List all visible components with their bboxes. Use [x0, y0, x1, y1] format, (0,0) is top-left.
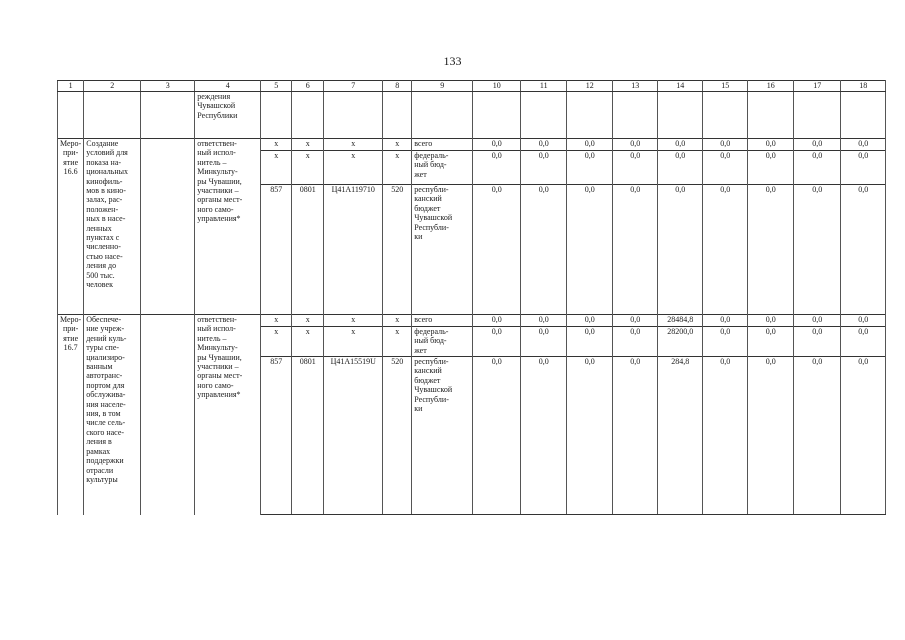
column-number-cell: 18 — [841, 81, 886, 92]
amount-cell: 28484,8 — [658, 315, 703, 327]
csr-cell: x — [324, 151, 383, 185]
grbs-cell: x — [261, 151, 292, 185]
column-number-cell: 11 — [521, 81, 567, 92]
column-number-cell: 8 — [383, 81, 412, 92]
amount-cell: 0,0 — [748, 327, 794, 357]
vr-cell: x — [383, 315, 412, 327]
column-number-cell: 14 — [658, 81, 703, 92]
event-name-cell: Создание условий для показа на- циональных кинофиль- мов в кино- залах, рас- положен- ных в насе- ленных пунктах с численно- стью насе- ления до 500 тыс. человек — [84, 139, 141, 315]
grbs-cell: 857 — [261, 357, 292, 515]
amount-cell: 0,0 — [473, 357, 521, 515]
empty-cell — [141, 315, 195, 515]
amount-cell: 0,0 — [567, 185, 613, 315]
amount-cell: 0,0 — [841, 357, 886, 515]
vr-cell: x — [383, 139, 412, 151]
amount-cell: 0,0 — [748, 185, 794, 315]
amount-cell: 0,0 — [473, 139, 521, 151]
rzpr-cell: 0801 — [292, 357, 324, 515]
amount-cell: 0,0 — [473, 151, 521, 185]
csr-cell: Ц41А15519U — [324, 357, 383, 515]
continuation-executor-text: реждения Чувашской Республики — [195, 92, 261, 139]
amount-cell: 0,0 — [521, 315, 567, 327]
amount-cell: 0,0 — [794, 327, 841, 357]
event-name-cell: Обеспече- ние учреж- дений куль- туры спе- циализиро- ванным автотранс- портом для обслужива- ния населе- ния, в том числе сель- ского насе- ления в рамках поддержки отрасли культуры — [84, 315, 141, 515]
amount-cell: 0,0 — [567, 315, 613, 327]
funding-source-cell: республи- канский бюджет Чувашской Республи- ки — [412, 185, 473, 315]
empty-cell — [141, 139, 195, 315]
csr-cell: x — [324, 327, 383, 357]
column-number-cell: 5 — [261, 81, 292, 92]
amount-cell: 0,0 — [613, 357, 658, 515]
csr-cell: x — [324, 139, 383, 151]
amount-cell: 0,0 — [794, 315, 841, 327]
amount-cell: 0,0 — [521, 327, 567, 357]
column-number-cell: 2 — [84, 81, 141, 92]
amount-cell: 0,0 — [703, 315, 748, 327]
vr-cell: x — [383, 327, 412, 357]
rzpr-cell: x — [292, 327, 324, 357]
amount-cell: 0,0 — [521, 139, 567, 151]
amount-cell: 0,0 — [613, 151, 658, 185]
rzpr-cell: x — [292, 139, 324, 151]
column-number-cell: 6 — [292, 81, 324, 92]
amount-cell: 0,0 — [613, 185, 658, 315]
amount-cell: 0,0 — [841, 139, 886, 151]
amount-cell: 0,0 — [521, 185, 567, 315]
amount-cell: 0,0 — [841, 327, 886, 357]
amount-cell: 0,0 — [748, 315, 794, 327]
column-number-cell: 4 — [195, 81, 261, 92]
amount-cell: 284,8 — [658, 357, 703, 515]
funding-source-cell: всего — [412, 139, 473, 151]
amount-cell: 0,0 — [748, 139, 794, 151]
amount-cell: 0,0 — [703, 151, 748, 185]
amount-cell: 0,0 — [748, 357, 794, 515]
funding-source-cell: республи- канский бюджет Чувашской Республи- ки — [412, 357, 473, 515]
rzpr-cell: x — [292, 315, 324, 327]
amount-cell: 0,0 — [703, 139, 748, 151]
rzpr-cell: 0801 — [292, 185, 324, 315]
amount-cell: 0,0 — [703, 185, 748, 315]
column-number-cell: 13 — [613, 81, 658, 92]
amount-cell: 0,0 — [567, 151, 613, 185]
amount-cell: 0,0 — [658, 151, 703, 185]
amount-cell: 0,0 — [567, 327, 613, 357]
column-number-cell: 16 — [748, 81, 794, 92]
amount-cell: 0,0 — [703, 327, 748, 357]
column-number-cell: 3 — [141, 81, 195, 92]
amount-cell: 0,0 — [473, 315, 521, 327]
column-number-cell: 1 — [58, 81, 84, 92]
amount-cell: 0,0 — [794, 139, 841, 151]
table-row — [58, 139, 886, 151]
amount-cell: 0,0 — [521, 357, 567, 515]
funding-source-cell: федераль- ный бюд- жет — [412, 151, 473, 185]
amount-cell: 0,0 — [567, 357, 613, 515]
amount-cell: 0,0 — [473, 185, 521, 315]
amount-cell: 0,0 — [841, 185, 886, 315]
column-number-cell: 9 — [412, 81, 473, 92]
column-number-cell: 10 — [473, 81, 521, 92]
amount-cell: 0,0 — [841, 151, 886, 185]
column-number-row — [58, 81, 886, 92]
column-number-cell: 12 — [567, 81, 613, 92]
amount-cell: 0,0 — [521, 151, 567, 185]
grbs-cell: x — [261, 315, 292, 327]
csr-cell: x — [324, 315, 383, 327]
amount-cell: 0,0 — [613, 315, 658, 327]
grbs-cell: x — [261, 327, 292, 357]
amount-cell: 0,0 — [794, 151, 841, 185]
grbs-cell: 857 — [261, 185, 292, 315]
amount-cell: 28200,0 — [658, 327, 703, 357]
amount-cell: 0,0 — [658, 139, 703, 151]
page-number: 133 — [443, 54, 462, 68]
funding-source-cell: всего — [412, 315, 473, 327]
amount-cell: 0,0 — [658, 185, 703, 315]
amount-cell: 0,0 — [473, 327, 521, 357]
table-row — [58, 315, 886, 327]
executor-cell: ответствен- ный испол- нитель – Минкульту- ры Чувашии, участники – органы мест- ного само- управления* — [195, 139, 261, 315]
funding-source-cell: федераль- ный бюд- жет — [412, 327, 473, 357]
vr-cell: 520 — [383, 185, 412, 315]
amount-cell: 0,0 — [748, 151, 794, 185]
amount-cell: 0,0 — [794, 357, 841, 515]
executor-cell: ответствен- ный испол- нитель – Минкульту- ры Чувашии, участники – органы мест- ного само- управления* — [195, 315, 261, 515]
event-code-cell: Меро- при- ятие 16.6 — [58, 139, 84, 315]
column-number-cell: 7 — [324, 81, 383, 92]
program-table — [57, 80, 886, 515]
grbs-cell: x — [261, 139, 292, 151]
vr-cell: 520 — [383, 357, 412, 515]
amount-cell: 0,0 — [613, 139, 658, 151]
amount-cell: 0,0 — [567, 139, 613, 151]
amount-cell: 0,0 — [613, 327, 658, 357]
event-code-cell: Меро- при- ятие 16.7 — [58, 315, 84, 515]
column-number-cell: 17 — [794, 81, 841, 92]
amount-cell: 0,0 — [703, 357, 748, 515]
continuation-row — [58, 92, 886, 139]
vr-cell: x — [383, 151, 412, 185]
column-number-cell: 15 — [703, 81, 748, 92]
rzpr-cell: x — [292, 151, 324, 185]
amount-cell: 0,0 — [794, 185, 841, 315]
amount-cell: 0,0 — [841, 315, 886, 327]
csr-cell: Ц41А119710 — [324, 185, 383, 315]
